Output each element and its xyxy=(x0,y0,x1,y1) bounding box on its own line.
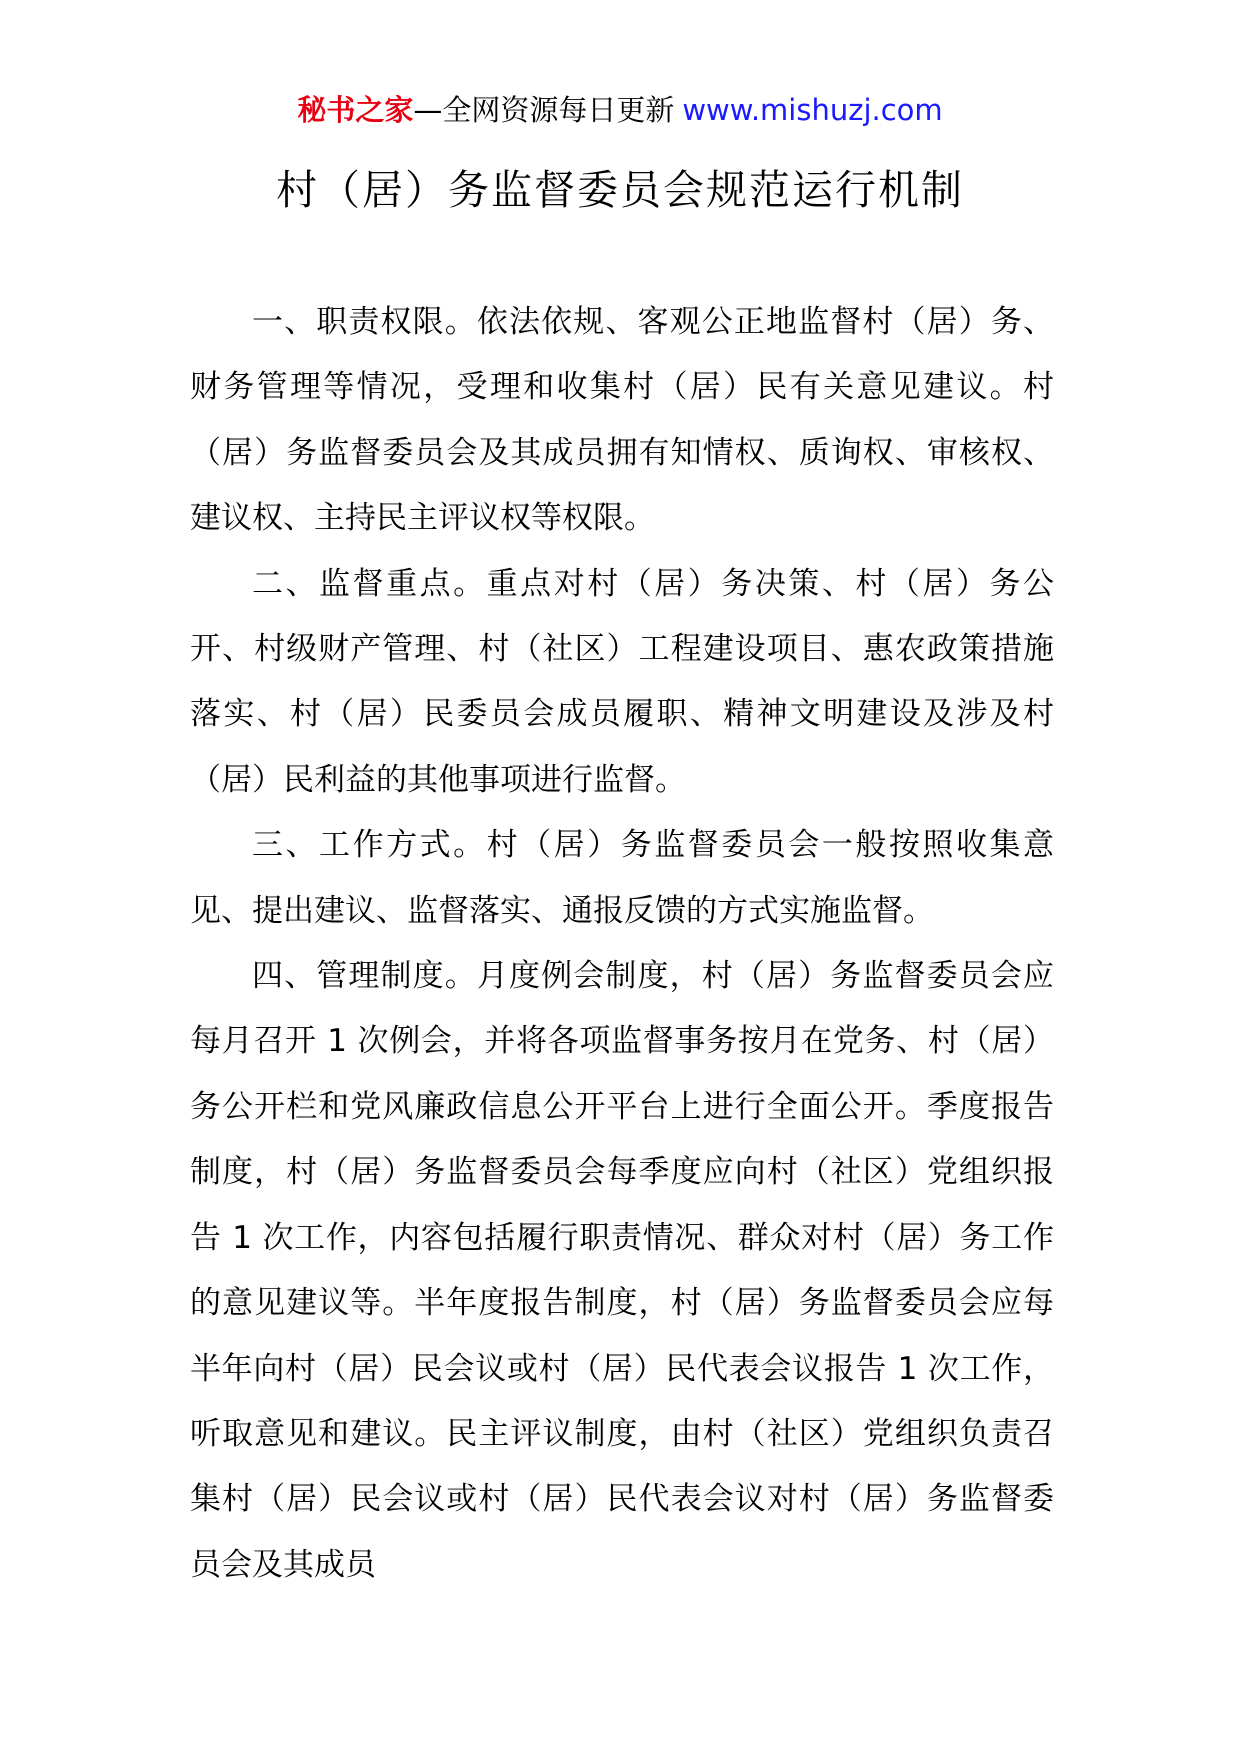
paragraph-supervision-focus: 二、监督重点。重点对村（居）务决策、村（居）务公开、村级财产管理、村（社区）工程建设项目、惠农政策措施落实、村（居）民委员会成员履职、精神文明建设及涉及村（居）民利益的其他事项进行监督。 xyxy=(190,565,1054,798)
paragraph-duties: 一、职责权限。依法依规、客观公正地监督村（居）务、财务管理等情况，受理和收集村（居）民有关意见建议。村（居）务监督委员会及其成员拥有知情权、质询权、审核权、建议权、主持民主评议权等权限。 xyxy=(190,304,1054,537)
page-header xyxy=(0,90,1240,130)
document-body xyxy=(190,290,1054,1598)
brand-name: 秘书之家 xyxy=(297,93,414,127)
paragraph-management-system: 四、管理制度。月度例会制度，村（居）务监督委员会应每月召开 1 次例会，并将各项监督事务按月在党务、村（居）务公开栏和党风廉政信息公开平台上进行全面公开。季度报告制度，村（居）务监督委员会每季度应向村（社区）党组织报告 1 次工作，内容包括履行职责情况、群众对村（居）务工作的意见建议等。半年度报告制度，村（居）务监督委员会应每半年向村（居）民会议或村（居）民代表会议报告 1 次工作，听取意见和建议。民主评议制度，由村（社区）党组织负责召集村（居）民会议或村（居）民代表会议对村（居）务监督委员会及其成员 xyxy=(190,958,1054,1583)
paragraph-working-method: 三、工作方式。村（居）务监督委员会一般按照收集意见、提出建议、监督落实、通报反馈的方式实施监督。 xyxy=(190,827,1054,929)
header-slogan: —全网资源每日更新 xyxy=(413,93,675,127)
website-link[interactable]: www.mishuzj.com xyxy=(682,93,943,127)
document-title: 村（居）务监督委员会规范运行机制 xyxy=(276,166,964,214)
